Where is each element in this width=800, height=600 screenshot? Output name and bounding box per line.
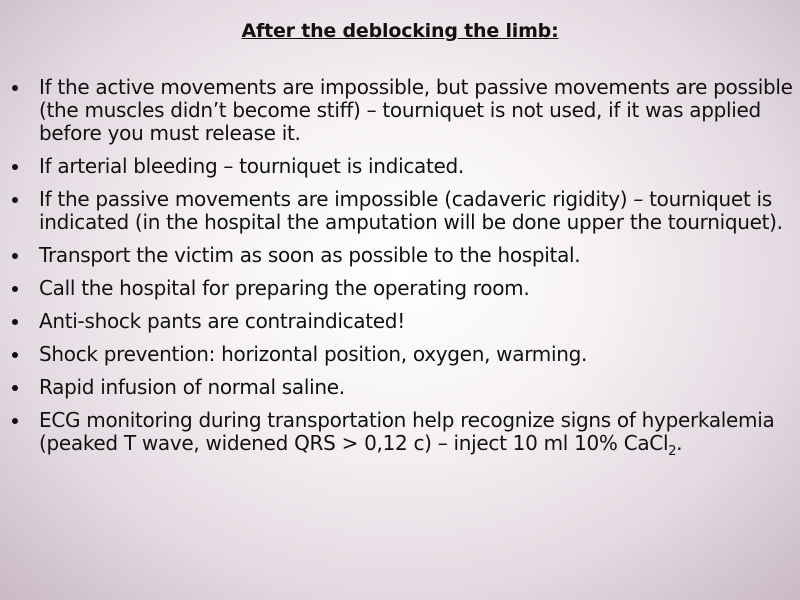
bullet-icon bbox=[12, 197, 18, 203]
bullet-text: If arterial bleeding – tourniquet is indicated. bbox=[39, 154, 464, 178]
bullet-icon bbox=[12, 253, 18, 259]
bullet-text: Anti-shock pants are contraindicated! bbox=[39, 309, 405, 333]
bullet-icon bbox=[12, 286, 18, 292]
bullet-text: Rapid infusion of normal saline. bbox=[39, 375, 345, 399]
bullet-end: . bbox=[676, 431, 683, 455]
bullet-icon bbox=[12, 385, 18, 391]
bullet-icon bbox=[12, 85, 18, 91]
bullet-text: ECG monitoring during transportation help recognize signs of hyperkalemia (peaked T wave, widened QRS > 0,12 c) – inject 10 ml 10% CaCl bbox=[39, 408, 775, 455]
slide-title: After the deblocking the limb: bbox=[241, 20, 559, 42]
list-item bbox=[0, 244, 800, 267]
bullet-text: Call the hospital for preparing the operating room. bbox=[39, 276, 530, 300]
chemical-subscript: 2 bbox=[668, 444, 677, 459]
bullet-text: If the active movements are impossible, but passive movements are possible (the muscles didn’t become stiff) – tourniquet is not used, if it was applied before you must release it. bbox=[39, 75, 793, 145]
list-item bbox=[0, 188, 800, 234]
bullet-icon bbox=[12, 352, 18, 358]
list-item bbox=[0, 376, 800, 399]
list-item bbox=[0, 310, 800, 333]
list-item bbox=[0, 155, 800, 178]
bullet-icon bbox=[12, 319, 18, 325]
bullet-text: Shock prevention: horizontal position, oxygen, warming. bbox=[39, 342, 588, 366]
list-item bbox=[0, 76, 800, 145]
bullet-text: Transport the victim as soon as possible to the hospital. bbox=[39, 243, 581, 267]
bullet-list bbox=[0, 76, 800, 465]
list-item bbox=[0, 277, 800, 300]
list-item bbox=[0, 408, 800, 459]
bullet-icon bbox=[12, 164, 18, 170]
list-item bbox=[0, 343, 800, 366]
bullet-text: If the passive movements are impossible (cadaveric rigidity) – tourniquet is indicated (in the hospital the amputation will be done upper the tourniquet). bbox=[39, 187, 783, 234]
bullet-icon bbox=[12, 418, 18, 424]
